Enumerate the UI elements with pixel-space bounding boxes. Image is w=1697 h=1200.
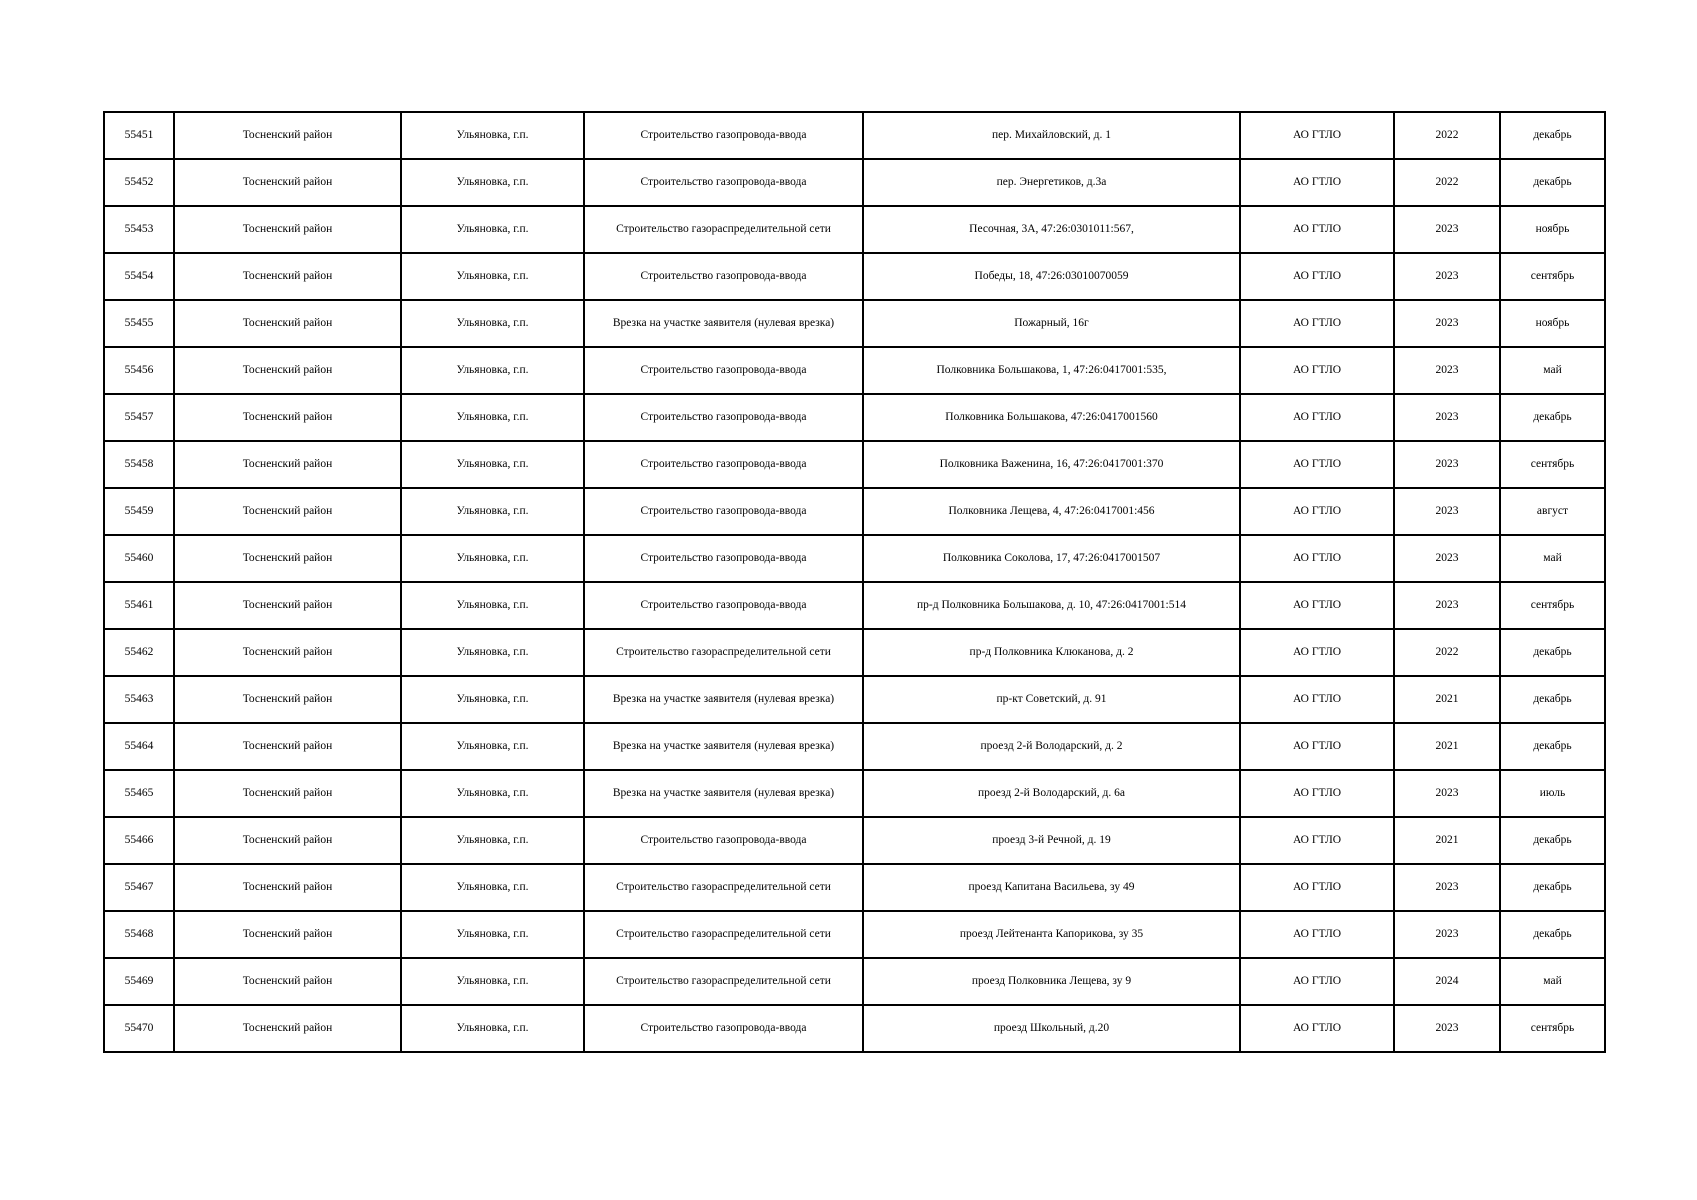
table-row xyxy=(104,817,1605,864)
table-row xyxy=(104,112,1605,159)
organization-cell: АО ГТЛО xyxy=(1240,253,1394,300)
row-id-cell: 55453 xyxy=(104,206,174,253)
address-cell: Пожарный, 16г xyxy=(863,300,1240,347)
work-type-cell: Врезка на участке заявителя (нулевая врезка) xyxy=(584,723,863,770)
district-cell: Тосненский район xyxy=(174,347,401,394)
row-id-cell: 55458 xyxy=(104,441,174,488)
work-type-cell: Строительство газопровода-ввода xyxy=(584,112,863,159)
year-cell: 2023 xyxy=(1394,300,1500,347)
month-cell: декабрь xyxy=(1500,629,1605,676)
table-row xyxy=(104,253,1605,300)
row-id-cell: 55455 xyxy=(104,300,174,347)
year-cell: 2023 xyxy=(1394,864,1500,911)
row-id-cell: 55452 xyxy=(104,159,174,206)
organization-cell: АО ГТЛО xyxy=(1240,159,1394,206)
year-cell: 2023 xyxy=(1394,911,1500,958)
table-row xyxy=(104,441,1605,488)
organization-cell: АО ГТЛО xyxy=(1240,911,1394,958)
address-cell: пр-д Полковника Большакова, д. 10, 47:26:0417001:514 xyxy=(863,582,1240,629)
row-id-cell: 55464 xyxy=(104,723,174,770)
month-cell: май xyxy=(1500,958,1605,1005)
table-row xyxy=(104,629,1605,676)
address-cell: проезд 2-й Володарский, д. 2 xyxy=(863,723,1240,770)
address-cell: проезд Полковника Лещева, зу 9 xyxy=(863,958,1240,1005)
row-id-cell: 55467 xyxy=(104,864,174,911)
row-id-cell: 55456 xyxy=(104,347,174,394)
organization-cell: АО ГТЛО xyxy=(1240,488,1394,535)
settlement-cell: Ульяновка, г.п. xyxy=(401,817,584,864)
organization-cell: АО ГТЛО xyxy=(1240,723,1394,770)
work-type-cell: Строительство газораспределительной сети xyxy=(584,629,863,676)
work-type-cell: Строительство газопровода-ввода xyxy=(584,582,863,629)
settlement-cell: Ульяновка, г.п. xyxy=(401,206,584,253)
organization-cell: АО ГТЛО xyxy=(1240,535,1394,582)
district-cell: Тосненский район xyxy=(174,441,401,488)
year-cell: 2023 xyxy=(1394,582,1500,629)
work-type-cell: Строительство газопровода-ввода xyxy=(584,535,863,582)
month-cell: декабрь xyxy=(1500,864,1605,911)
organization-cell: АО ГТЛО xyxy=(1240,676,1394,723)
table-row xyxy=(104,582,1605,629)
district-cell: Тосненский район xyxy=(174,1005,401,1052)
settlement-cell: Ульяновка, г.п. xyxy=(401,159,584,206)
month-cell: декабрь xyxy=(1500,394,1605,441)
organization-cell: АО ГТЛО xyxy=(1240,300,1394,347)
address-cell: проезд Школьный, д.20 xyxy=(863,1005,1240,1052)
address-cell: проезд Капитана Васильева, зу 49 xyxy=(863,864,1240,911)
month-cell: сентябрь xyxy=(1500,582,1605,629)
address-cell: проезд 2-й Володарский, д. 6а xyxy=(863,770,1240,817)
settlement-cell: Ульяновка, г.п. xyxy=(401,676,584,723)
district-cell: Тосненский район xyxy=(174,723,401,770)
organization-cell: АО ГТЛО xyxy=(1240,958,1394,1005)
year-cell: 2023 xyxy=(1394,488,1500,535)
work-type-cell: Врезка на участке заявителя (нулевая врезка) xyxy=(584,300,863,347)
year-cell: 2022 xyxy=(1394,159,1500,206)
table-row xyxy=(104,723,1605,770)
row-id-cell: 55469 xyxy=(104,958,174,1005)
row-id-cell: 55459 xyxy=(104,488,174,535)
settlement-cell: Ульяновка, г.п. xyxy=(401,770,584,817)
address-cell: Песочная, 3А, 47:26:0301011:567, xyxy=(863,206,1240,253)
month-cell: ноябрь xyxy=(1500,206,1605,253)
settlement-cell: Ульяновка, г.п. xyxy=(401,864,584,911)
year-cell: 2023 xyxy=(1394,206,1500,253)
address-cell: проезд Лейтенанта Капорикова, зу 35 xyxy=(863,911,1240,958)
address-cell: проезд 3-й Речной, д. 19 xyxy=(863,817,1240,864)
organization-cell: АО ГТЛО xyxy=(1240,817,1394,864)
table-row xyxy=(104,958,1605,1005)
district-cell: Тосненский район xyxy=(174,535,401,582)
settlement-cell: Ульяновка, г.п. xyxy=(401,394,584,441)
district-cell: Тосненский район xyxy=(174,206,401,253)
year-cell: 2022 xyxy=(1394,629,1500,676)
organization-cell: АО ГТЛО xyxy=(1240,770,1394,817)
month-cell: декабрь xyxy=(1500,723,1605,770)
month-cell: декабрь xyxy=(1500,676,1605,723)
year-cell: 2024 xyxy=(1394,958,1500,1005)
settlement-cell: Ульяновка, г.п. xyxy=(401,347,584,394)
organization-cell: АО ГТЛО xyxy=(1240,347,1394,394)
table-row xyxy=(104,770,1605,817)
year-cell: 2023 xyxy=(1394,394,1500,441)
row-id-cell: 55466 xyxy=(104,817,174,864)
row-id-cell: 55470 xyxy=(104,1005,174,1052)
district-cell: Тосненский район xyxy=(174,817,401,864)
address-cell: Полковника Большакова, 1, 47:26:0417001:535, xyxy=(863,347,1240,394)
year-cell: 2022 xyxy=(1394,112,1500,159)
settlement-cell: Ульяновка, г.п. xyxy=(401,441,584,488)
table-row xyxy=(104,206,1605,253)
table-row xyxy=(104,864,1605,911)
work-type-cell: Строительство газораспределительной сети xyxy=(584,206,863,253)
row-id-cell: 55463 xyxy=(104,676,174,723)
month-cell: декабрь xyxy=(1500,817,1605,864)
table-row xyxy=(104,347,1605,394)
settlement-cell: Ульяновка, г.п. xyxy=(401,582,584,629)
work-type-cell: Строительство газопровода-ввода xyxy=(584,441,863,488)
district-cell: Тосненский район xyxy=(174,488,401,535)
settlement-cell: Ульяновка, г.п. xyxy=(401,958,584,1005)
organization-cell: АО ГТЛО xyxy=(1240,112,1394,159)
table-row xyxy=(104,535,1605,582)
work-type-cell: Строительство газопровода-ввода xyxy=(584,253,863,300)
year-cell: 2023 xyxy=(1394,770,1500,817)
district-cell: Тосненский район xyxy=(174,911,401,958)
district-cell: Тосненский район xyxy=(174,958,401,1005)
work-type-cell: Строительство газопровода-ввода xyxy=(584,394,863,441)
row-id-cell: 55462 xyxy=(104,629,174,676)
settlement-cell: Ульяновка, г.п. xyxy=(401,300,584,347)
organization-cell: АО ГТЛО xyxy=(1240,1005,1394,1052)
settlement-cell: Ульяновка, г.п. xyxy=(401,112,584,159)
work-type-cell: Строительство газораспределительной сети xyxy=(584,864,863,911)
table-row xyxy=(104,300,1605,347)
gasification-table xyxy=(103,111,1606,1053)
table-row xyxy=(104,911,1605,958)
district-cell: Тосненский район xyxy=(174,770,401,817)
address-cell: Полковника Лещева, 4, 47:26:0417001:456 xyxy=(863,488,1240,535)
month-cell: ноябрь xyxy=(1500,300,1605,347)
address-cell: Полковника Соколова, 17, 47:26:0417001507 xyxy=(863,535,1240,582)
address-cell: пер. Михайловский, д. 1 xyxy=(863,112,1240,159)
district-cell: Тосненский район xyxy=(174,582,401,629)
table-row xyxy=(104,488,1605,535)
month-cell: сентябрь xyxy=(1500,1005,1605,1052)
district-cell: Тосненский район xyxy=(174,253,401,300)
organization-cell: АО ГТЛО xyxy=(1240,582,1394,629)
month-cell: декабрь xyxy=(1500,159,1605,206)
year-cell: 2023 xyxy=(1394,347,1500,394)
district-cell: Тосненский район xyxy=(174,864,401,911)
organization-cell: АО ГТЛО xyxy=(1240,206,1394,253)
address-cell: Победы, 18, 47:26:03010070059 xyxy=(863,253,1240,300)
settlement-cell: Ульяновка, г.п. xyxy=(401,629,584,676)
district-cell: Тосненский район xyxy=(174,112,401,159)
address-cell: пр-д Полковника Клюканова, д. 2 xyxy=(863,629,1240,676)
table-row xyxy=(104,394,1605,441)
row-id-cell: 55468 xyxy=(104,911,174,958)
organization-cell: АО ГТЛО xyxy=(1240,441,1394,488)
work-type-cell: Строительство газопровода-ввода xyxy=(584,817,863,864)
settlement-cell: Ульяновка, г.п. xyxy=(401,911,584,958)
month-cell: август xyxy=(1500,488,1605,535)
year-cell: 2023 xyxy=(1394,441,1500,488)
work-type-cell: Строительство газопровода-ввода xyxy=(584,1005,863,1052)
month-cell: май xyxy=(1500,347,1605,394)
organization-cell: АО ГТЛО xyxy=(1240,394,1394,441)
row-id-cell: 55461 xyxy=(104,582,174,629)
month-cell: июль xyxy=(1500,770,1605,817)
table-row xyxy=(104,159,1605,206)
month-cell: сентябрь xyxy=(1500,441,1605,488)
settlement-cell: Ульяновка, г.п. xyxy=(401,535,584,582)
address-cell: Полковника Важенина, 16, 47:26:0417001:370 xyxy=(863,441,1240,488)
address-cell: пр-кт Советский, д. 91 xyxy=(863,676,1240,723)
district-cell: Тосненский район xyxy=(174,300,401,347)
work-type-cell: Строительство газопровода-ввода xyxy=(584,347,863,394)
row-id-cell: 55451 xyxy=(104,112,174,159)
row-id-cell: 55457 xyxy=(104,394,174,441)
row-id-cell: 55454 xyxy=(104,253,174,300)
year-cell: 2021 xyxy=(1394,676,1500,723)
year-cell: 2021 xyxy=(1394,817,1500,864)
year-cell: 2023 xyxy=(1394,1005,1500,1052)
district-cell: Тосненский район xyxy=(174,629,401,676)
row-id-cell: 55465 xyxy=(104,770,174,817)
year-cell: 2023 xyxy=(1394,535,1500,582)
settlement-cell: Ульяновка, г.п. xyxy=(401,1005,584,1052)
year-cell: 2023 xyxy=(1394,253,1500,300)
settlement-cell: Ульяновка, г.п. xyxy=(401,723,584,770)
month-cell: сентябрь xyxy=(1500,253,1605,300)
work-type-cell: Врезка на участке заявителя (нулевая врезка) xyxy=(584,676,863,723)
settlement-cell: Ульяновка, г.п. xyxy=(401,253,584,300)
table-row xyxy=(104,1005,1605,1052)
district-cell: Тосненский район xyxy=(174,159,401,206)
month-cell: декабрь xyxy=(1500,911,1605,958)
address-cell: пер. Энергетиков, д.3а xyxy=(863,159,1240,206)
district-cell: Тосненский район xyxy=(174,676,401,723)
address-cell: Полковника Большакова, 47:26:0417001560 xyxy=(863,394,1240,441)
month-cell: май xyxy=(1500,535,1605,582)
work-type-cell: Врезка на участке заявителя (нулевая врезка) xyxy=(584,770,863,817)
organization-cell: АО ГТЛО xyxy=(1240,629,1394,676)
row-id-cell: 55460 xyxy=(104,535,174,582)
table-body xyxy=(104,112,1605,1052)
work-type-cell: Строительство газораспределительной сети xyxy=(584,958,863,1005)
organization-cell: АО ГТЛО xyxy=(1240,864,1394,911)
district-cell: Тосненский район xyxy=(174,394,401,441)
work-type-cell: Строительство газопровода-ввода xyxy=(584,159,863,206)
table-row xyxy=(104,676,1605,723)
month-cell: декабрь xyxy=(1500,112,1605,159)
work-type-cell: Строительство газораспределительной сети xyxy=(584,911,863,958)
work-type-cell: Строительство газопровода-ввода xyxy=(584,488,863,535)
year-cell: 2021 xyxy=(1394,723,1500,770)
settlement-cell: Ульяновка, г.п. xyxy=(401,488,584,535)
